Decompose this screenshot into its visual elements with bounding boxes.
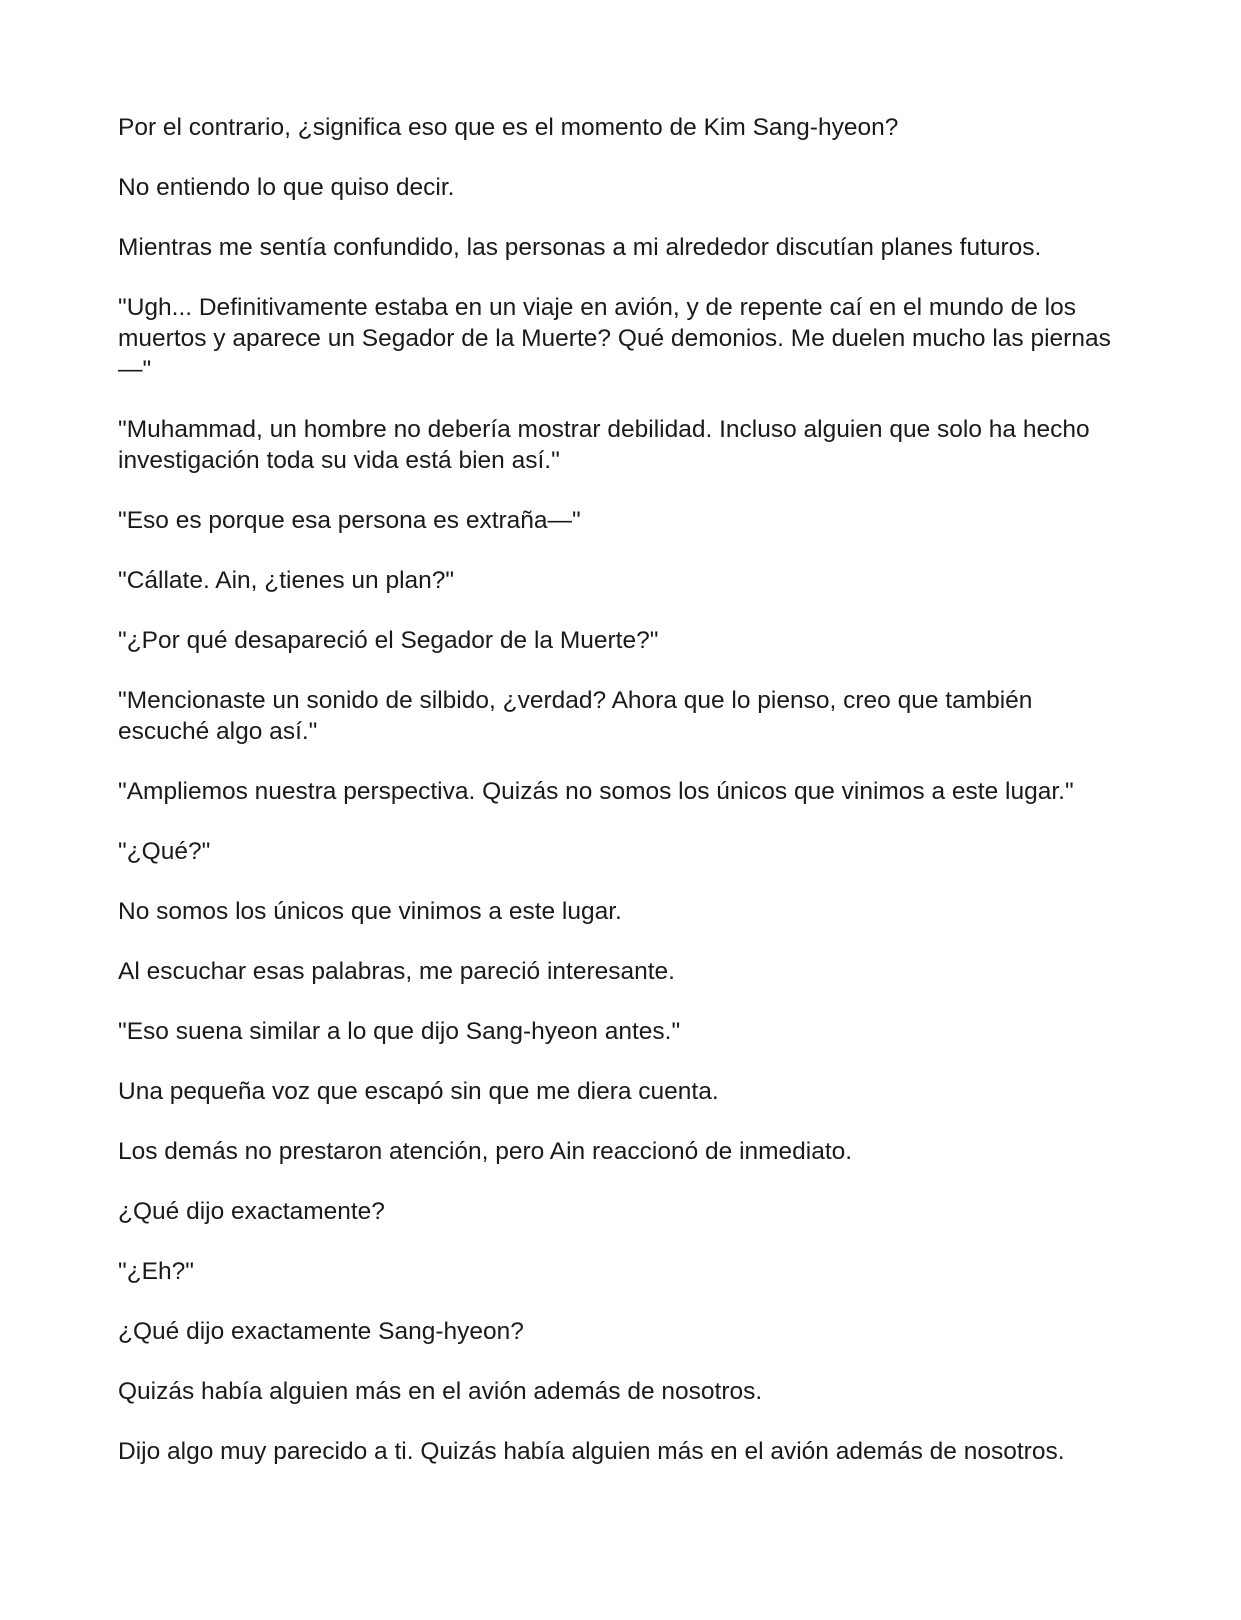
paragraph: Mientras me sentía confundido, las personas a mi alrededor discutían planes futuros.: [118, 234, 1042, 261]
paragraph: "Mencionaste un sonido de silbido, ¿verdad? Ahora que lo pienso, creo que también escuché algo así.": [118, 687, 1033, 745]
paragraph: "¿Por qué desapareció el Segador de la Muerte?": [118, 627, 659, 654]
paragraph: "¿Qué?": [118, 838, 211, 865]
paragraph: "¿Eh?": [118, 1258, 194, 1285]
paragraph: No somos los únicos que vinimos a este lugar.: [118, 898, 622, 925]
paragraph: Al escuchar esas palabras, me pareció interesante.: [118, 958, 675, 985]
paragraph: "Cállate. Ain, ¿tienes un plan?": [118, 567, 455, 594]
paragraph: Por el contrario, ¿significa eso que es el momento de Kim Sang-hyeon?: [118, 114, 899, 141]
paragraph: ¿Qué dijo exactamente?: [118, 1198, 385, 1225]
paragraph: "Muhammad, un hombre no debería mostrar debilidad. Incluso alguien que solo ha hecho investigación toda su vida está bien así.": [118, 416, 1090, 474]
paragraph: Quizás había alguien más en el avión además de nosotros.: [118, 1378, 763, 1405]
paragraph: "Ugh... Definitivamente estaba en un viaje en avión, y de repente caí en el mundo de los muertos y aparece un Segador de la Muerte? Qué demonios. Me duelen mucho las piernas—": [118, 294, 1111, 383]
paragraph: Dijo algo muy parecido a ti. Quizás había alguien más en el avión además de nosotros.: [118, 1438, 1065, 1465]
document-body: [118, 112, 1118, 1496]
paragraph: No entiendo lo que quiso decir.: [118, 174, 455, 201]
paragraph: Los demás no prestaron atención, pero Ain reaccionó de inmediato.: [118, 1138, 853, 1165]
paragraph: ¿Qué dijo exactamente Sang-hyeon?: [118, 1318, 524, 1345]
paragraph: "Eso suena similar a lo que dijo Sang-hyeon antes.": [118, 1018, 681, 1045]
paragraph: Una pequeña voz que escapó sin que me diera cuenta.: [118, 1078, 719, 1105]
paragraph: "Ampliemos nuestra perspectiva. Quizás no somos los únicos que vinimos a este lugar.": [118, 778, 1074, 805]
paragraph: "Eso es porque esa persona es extraña—": [118, 507, 581, 534]
